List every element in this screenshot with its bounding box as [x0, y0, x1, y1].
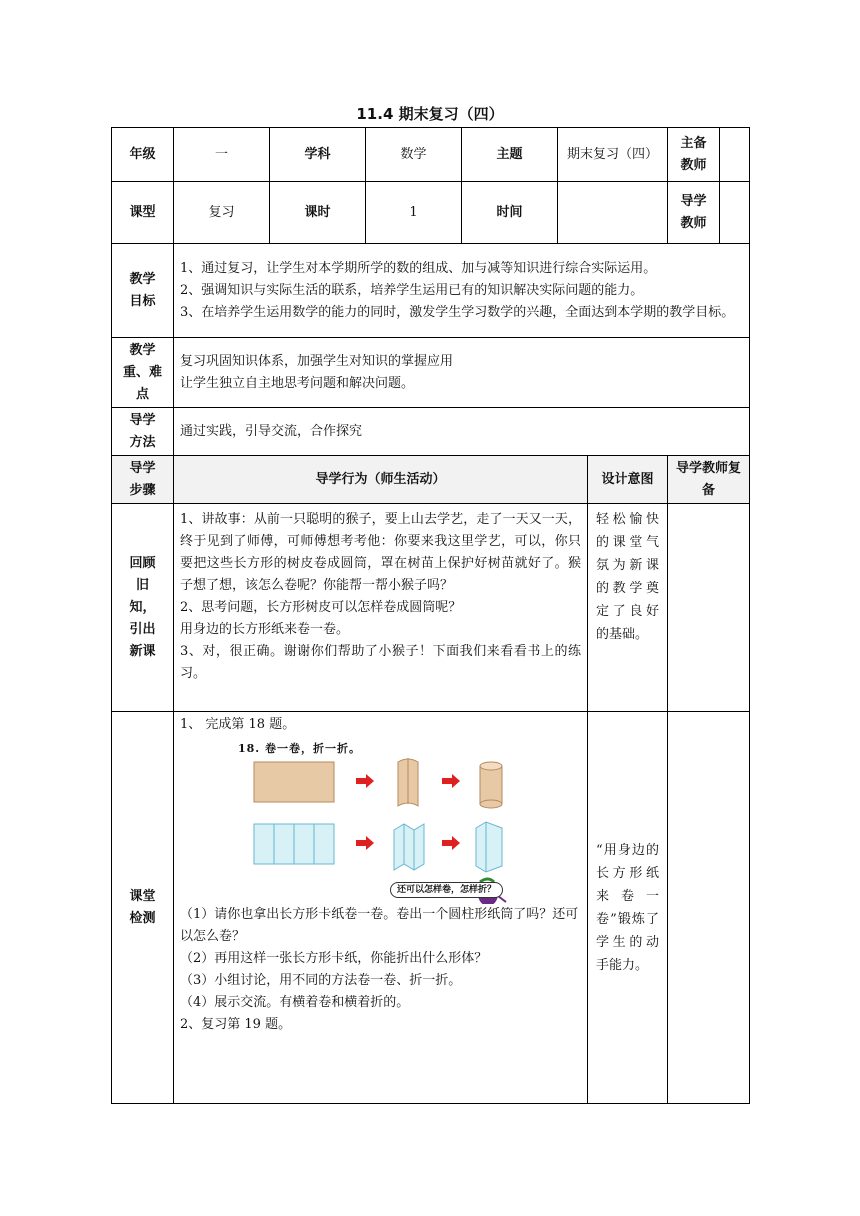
arrow-icon	[442, 836, 460, 850]
grade-value: 一	[174, 128, 270, 182]
objectives-row	[112, 244, 750, 338]
activity-header: 导学行为（师生活动）	[174, 456, 588, 504]
lesson-type-label: 课型	[112, 182, 174, 244]
section2-review	[668, 712, 750, 1104]
topic-label: 主题	[462, 128, 558, 182]
exercise-18-figure	[180, 736, 581, 904]
intent-header: 设计意图	[588, 456, 668, 504]
header-row-1	[112, 128, 750, 182]
rolling-paper-icon	[398, 758, 418, 806]
key-point-item: 让学生独立自主地思考问题和解决问题。	[180, 375, 415, 391]
arrow-icon	[442, 774, 460, 788]
objective-item: 3、在培养学生运用数学的能力的同时，激发学生学习数学的兴趣，全面达到本学期的教学目标。	[180, 304, 735, 320]
subject-value: 数学	[366, 128, 462, 182]
section2-intent: “用身边的长方形纸来卷一卷”锻炼了学生的动手能力。	[588, 712, 668, 1104]
main-teacher-value	[720, 128, 750, 182]
figure-question-bubble: 还可以怎样卷，怎样折？	[390, 882, 503, 898]
objectives-content	[174, 244, 750, 338]
section1-label: 回顾旧知，引出新课	[112, 504, 174, 712]
header-row-2	[112, 182, 750, 244]
roll-fold-illustration	[180, 736, 580, 904]
hours-value: 1	[366, 182, 462, 244]
section1-review	[668, 504, 750, 712]
key-points-label: 教学重、难点	[112, 338, 174, 408]
section2-row	[112, 712, 750, 1104]
time-value	[558, 182, 668, 244]
section2-content	[174, 712, 588, 1104]
cylinder-icon	[480, 762, 502, 808]
guide-teacher-value	[720, 182, 750, 244]
subject-label: 学科	[270, 128, 366, 182]
folded-paper-rect	[254, 824, 334, 864]
section1-paragraph: 1、讲故事：从前一只聪明的猴子，要上山去学艺，走了一天又一天，终于见到了师傅，可师傅想考考他：你要来我这里学艺，可以，你只要把这些长方形的树皮卷成圆筒，罩在树苗上保护好树苗就好了。猴子想了想，该怎么卷呢？你能帮一帮小猴子吗？	[180, 512, 581, 593]
main-teacher-label: 主备教师	[668, 128, 720, 182]
section1-paragraph: 2、思考问题，长方形树皮可以怎样卷成圆筒呢？	[180, 600, 462, 615]
key-point-item: 复习巩固知识体系，加强学生对知识的掌握应用	[180, 353, 454, 369]
key-points-content	[174, 338, 750, 408]
lesson-type-value: 复习	[174, 182, 270, 244]
folding-paper-icon	[394, 824, 424, 870]
figure-title: 18. 卷一卷，折一折。	[238, 742, 361, 755]
objective-item: 2、强调知识与实际生活的联系，培养学生运用已有的知识解决实际问题的能力。	[180, 282, 644, 298]
review-header: 导学教师复备	[668, 456, 750, 504]
steps-label: 导学步骤	[112, 456, 174, 504]
section2-paragraph: （1）请你也拿出长方形卡纸卷一卷。卷出一个圆柱形纸筒了吗？还可以怎么卷？	[180, 907, 579, 944]
section2-paragraph: （3）小组讨论，用不同的方法卷一卷、折一折。	[180, 973, 462, 988]
section2-label: 课堂检测	[112, 712, 174, 1104]
prism-icon	[476, 822, 502, 872]
section1-content	[174, 504, 588, 712]
method-row	[112, 408, 750, 456]
objectives-label: 教学目标	[112, 244, 174, 338]
page-title: 11.4 期末复习（四）	[356, 105, 504, 123]
guide-teacher-label: 导学教师	[668, 182, 720, 244]
section2-paragraph: 2、复习第 19 题。	[180, 1017, 292, 1032]
section2-intro: 1、 完成第 18 题。	[180, 717, 296, 732]
time-label: 时间	[462, 182, 558, 244]
section1-paragraph: 用身边的长方形纸来卷一卷。	[180, 622, 350, 637]
method-value: 通过实践，引导交流，合作探究	[174, 408, 750, 456]
hours-label: 课时	[270, 182, 366, 244]
key-points-row	[112, 338, 750, 408]
arrow-icon	[356, 836, 374, 850]
lesson-plan-table	[111, 127, 749, 1104]
steps-header-row	[112, 456, 750, 504]
topic-value: 期末复习（四）	[558, 128, 668, 182]
section1-paragraph: 3、对，很正确。谢谢你们帮助了小猴子！下面我们来看看书上的练习。	[180, 644, 581, 681]
section1-intent: 轻松愉快的课堂气氛为新课的教学奠定了良好的基础。	[588, 504, 668, 712]
flat-paper-rect	[254, 762, 334, 802]
objective-item: 1、通过复习，让学生对本学期所学的数的组成、加与减等知识进行综合实际运用。	[180, 260, 657, 276]
section2-paragraph: （2）再用这样一张长方形卡纸，你能折出什么形体？	[180, 951, 488, 966]
arrow-icon	[356, 774, 374, 788]
section1-row	[112, 504, 750, 712]
section2-paragraph: （4）展示交流。有横着卷和横着折的。	[180, 995, 410, 1010]
grade-label: 年级	[112, 128, 174, 182]
method-label: 导学方法	[112, 408, 174, 456]
